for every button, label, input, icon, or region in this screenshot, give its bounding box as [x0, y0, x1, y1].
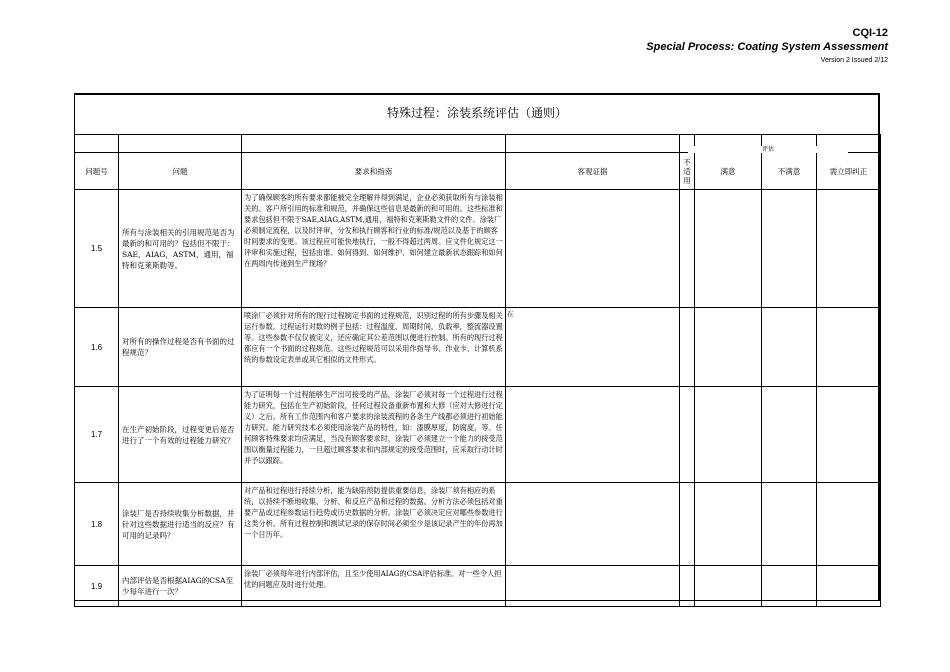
satisfied-cell[interactable] [695, 483, 762, 566]
col-immediate: 需立即纠正 [817, 153, 881, 190]
document-title: Special Process: Coating System Assessment [646, 41, 888, 53]
satisfied-cell[interactable] [695, 566, 762, 607]
immediate-cell[interactable] [817, 308, 881, 387]
table-row [75, 483, 881, 566]
immediate-cell[interactable] [817, 483, 881, 566]
question-number: 1.9 [75, 566, 119, 607]
form-title: 特殊过程：涂装系统评估（通则） [386, 106, 567, 120]
question-number: 1.8 [75, 483, 119, 566]
document-version: Version 2 Issued 2/12 [820, 57, 888, 64]
requirement-text: 涂装厂必须每年进行内部评估，且至少使用AIAG的CSA评估标准。对一些令人担忧的问题应及时进行处理。 [242, 566, 506, 607]
col-question: 问题 [119, 153, 242, 190]
requirement-text: 为了确保顾客的所有要求都能被完全理解并得到满足，企业必须获取所有与涂装相关的、客户所引用的标准和规范，并确保这些信息是最新的和可用的。这些标准和要求包括但不限于SAE,AIAG,ASTM,通用，福特和克莱斯勒文件的文件。涂装厂必须制定流程，以及时评审，分发和执行顾客和行业的标准/规范以及基于的顾客时间要求的变更。该过程应可能快地执行，一般不得超过两周。应文件化规定这一评审和实施过程，包括由谁、如何得到、如何维护、如何建立最新状态跟踪和如何在两周内传递到生产现场？ [242, 190, 506, 308]
unsatisfied-cell[interactable] [762, 308, 817, 387]
col-na: 不适用 [680, 153, 695, 190]
requirement-text: 为了证明每一个过程能够生产出可接受的产品，涂装厂必须对每一个过程进行过程能力研究，包括在生产初始阶段，任何过程设备重新布置和大修（应对大修进行定义）之后。所有工作范围内和客户要求的涂装流程的各条生产线都必须进行初始能力研究。能力研究技术必须使用涂装产品的特性，如：漆膜厚度，防腐度，等。任何顾客特殊要求均应满足，当没有顾客要求时，涂装厂必须建立一个能力的接受范围以衡量过程能力，一旦超过顾客要求和内部规定的接受范围时，应采取行动计时并予以跟踪。 [242, 387, 506, 483]
column-header-row [75, 153, 881, 190]
evidence-cell[interactable]: 在 [506, 308, 680, 387]
immediate-cell[interactable] [817, 387, 881, 483]
question-text: 对所有的操作过程是否有书面的过程规范？ [119, 308, 242, 387]
col-satisfied: 满意 [695, 153, 762, 190]
immediate-cell[interactable] [817, 190, 881, 308]
col-qno: 问题号 [75, 153, 119, 190]
col-unsatisfied: 不满意 [762, 153, 817, 190]
question-text: 内部评估是否根据AIAG的CSA至少每年进行一次？ [119, 566, 242, 607]
table-row [75, 190, 881, 308]
immediate-cell[interactable] [817, 566, 881, 607]
satisfied-cell[interactable] [695, 308, 762, 387]
question-text: 所有与涂装相关的引用规范是否为最新的和可用的？包括但不限于：SAE，AIAG，ASTM，通用，福特和克莱斯勒等。 [119, 190, 242, 308]
satisfied-cell[interactable] [695, 190, 762, 308]
table-row [75, 308, 881, 387]
question-number: 1.7 [75, 387, 119, 483]
question-number: 1.6 [75, 308, 119, 387]
table-row [75, 566, 881, 607]
evidence-cell[interactable] [506, 566, 680, 607]
assessment-table [74, 134, 881, 607]
unsatisfied-cell[interactable] [762, 190, 817, 308]
unsatisfied-cell[interactable] [762, 387, 817, 483]
na-cell[interactable] [680, 483, 695, 566]
na-cell[interactable] [680, 190, 695, 308]
unsatisfied-cell[interactable] [762, 566, 817, 607]
table-row [75, 387, 881, 483]
col-evidence: 客观证据 [506, 153, 680, 190]
evidence-cell[interactable] [506, 483, 680, 566]
evaluation-group-label: 评估 [688, 146, 848, 153]
satisfied-cell[interactable] [695, 387, 762, 483]
na-cell[interactable] [680, 387, 695, 483]
requirement-text: 对产品和过程进行持续分析，能为缺陷预防提供重要信息，涂装厂须有相应的系统，以持续不断地收集、分析、和反应产品和过程的数据。分析方法必须包括对重要产品或过程参数运行趋势或历史数据的分析。涂装厂必须决定应对哪些参数进行这类分析。所有过程控制和测试记录的保存时间必须至少是该记录产生的年份再加一个日历年。 [242, 483, 506, 566]
question-text: 在生产初始阶段，过程变更后是否进行了一个有效的过程能力研究？ [119, 387, 242, 483]
document-code: CQI-12 [852, 27, 888, 39]
na-cell[interactable] [680, 566, 695, 607]
requirement-text: 喷涂厂必须针对所有的现行过程制定书面的过程规范，识别过程的所有步骤及相关运行参数。过程运行对数的例子包括：过程温度、周期时间，负载率，整流器设置等。这些参数不仅仅被定义，还应确定其公差范围以便进行控制。所有的现行过程都应有一个书面的过程规范。这些过程规范可以采用作指导书、作业卡、计算机系统的参数设定表单或其它相似的文件形式。 [242, 308, 506, 387]
evidence-cell[interactable] [506, 190, 680, 308]
question-number: 1.5 [75, 190, 119, 308]
col-requirements: 要求和指南 [242, 153, 506, 190]
na-cell[interactable] [680, 308, 695, 387]
question-text: 涂装厂是否持续收集分析数据，并针对这些数据进行适当的反应？有可用的记录吗？ [119, 483, 242, 566]
evidence-cell[interactable] [506, 387, 680, 483]
unsatisfied-cell[interactable] [762, 483, 817, 566]
